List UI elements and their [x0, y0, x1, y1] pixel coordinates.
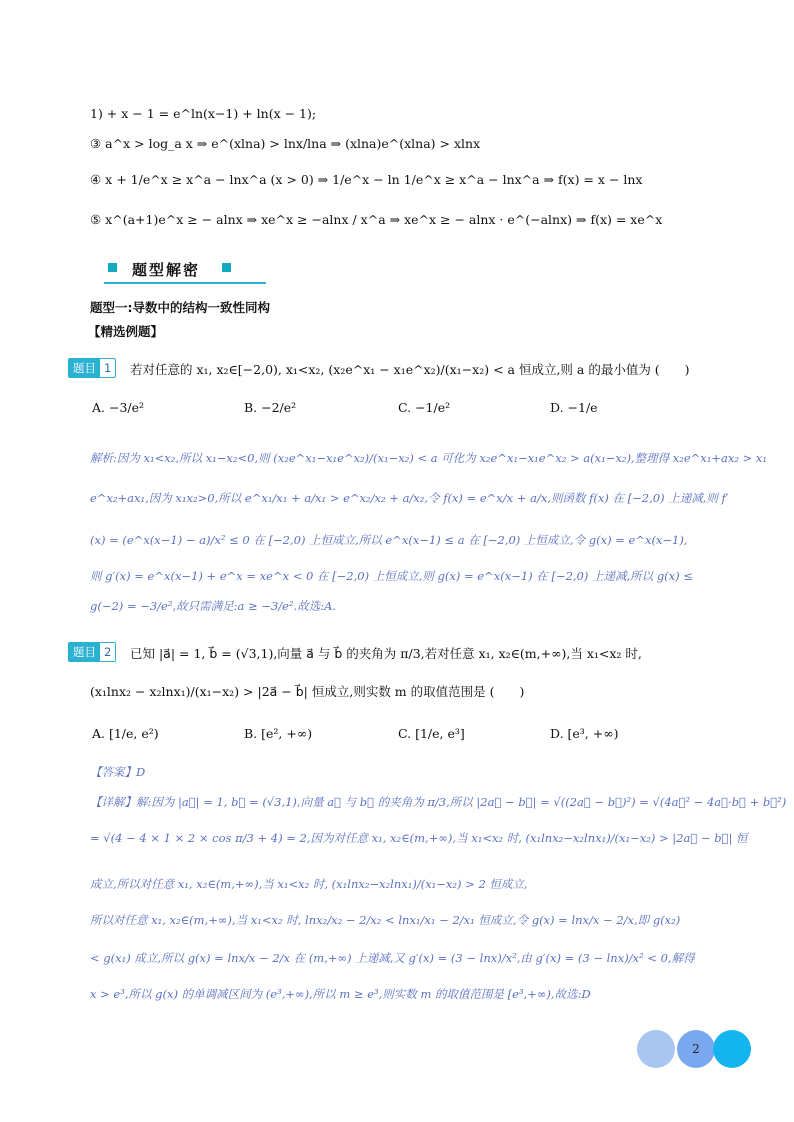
- option-d: D. [e³, +∞): [550, 726, 619, 741]
- option-a: A. [1/e, e²): [92, 726, 159, 741]
- circle-decoration: [637, 1030, 675, 1068]
- circle-decoration: [713, 1030, 751, 1068]
- question-tag: [68, 358, 116, 378]
- formula-line: ⑤ x^(a+1)e^x ≥ − alnx ⇒ xe^x ≥ −alnx / x^a ⇒ xe^x ≥ − alnx · e^(−alnx) ⇒ f(x) = xe^x: [90, 212, 663, 227]
- square-icon: [108, 263, 117, 272]
- question-tag: [68, 642, 116, 662]
- answer: 【答案】D: [90, 765, 146, 779]
- question-tag-label: 题目: [69, 643, 100, 661]
- question-text: 已知 |a⃗| = 1, b⃗ = (√3,1),向量 a⃗ 与 b⃗ 的夹角为 π/3,若对任意 x₁, x₂∈(m,+∞),当 x₁<x₂ 时,: [130, 646, 642, 661]
- section-header: [104, 258, 266, 284]
- detail-line: x > e³,所以 g(x) 的单调减区间为 (e³,+∞),所以 m ≥ e³,则实数 m 的取值范围是 [e³,+∞),故选:D: [90, 987, 591, 1001]
- option-a: A. −3/e²: [92, 400, 145, 415]
- page-number-badge: [637, 1030, 757, 1068]
- detail-line: 所以对任意 x₁, x₂∈(m,+∞),当 x₁<x₂ 时, lnx₂/x₂ − 2/x₂ < lnx₁/x₁ − 2/x₁ 恒成立,令 g(x) = lnx/x − 2/x,即 g(x₂): [90, 913, 681, 927]
- question-number: 1: [104, 361, 112, 375]
- examples-label: 【精选例题】: [88, 324, 164, 339]
- option-c: C. −1/e²: [398, 400, 451, 415]
- option-b: B. −2/e²: [244, 400, 297, 415]
- detail-line: < g(x₁) 成立,所以 g(x) = lnx/x − 2/x 在 (m,+∞) 上递减,又 g′(x) = (3 − lnx)/x²,由 g′(x) = (3 − lnx)/x² < 0,解得: [90, 951, 695, 965]
- detail-line: 成立,所以对任意 x₁, x₂∈(m,+∞),当 x₁<x₂ 时, (x₁lnx₂−x₂lnx₁)/(x₁−x₂) > 2 恒成立,: [90, 877, 528, 891]
- solution-line: (x) = (e^x(x−1) − a)/x² ≤ 0 在 [−2,0) 上恒成立,所以 e^x(x−1) ≤ a 在 [−2,0) 上恒成立,令 g(x) = e^x(x−1),: [90, 533, 688, 547]
- question-tag-label: 题目: [69, 359, 100, 377]
- solution-line: e^x₂+ax₁,因为 x₁x₂>0,所以 e^x₁/x₁ + a/x₁ > e^x₂/x₂ + a/x₂,令 f(x) = e^x/x + a/x,则函数 f(x) 在 [−2,0) 上递减,则 f′: [90, 491, 729, 505]
- square-icon: [222, 263, 231, 272]
- detail-line: 【详解】解:因为 |a⃗| = 1, b⃗ = (√3,1),向量 a⃗ 与 b⃗ 的夹角为 π/3,所以 |2a⃗ − b⃗| = √((2a⃗ − b⃗)²) = √(4a⃗² − 4a⃗·b⃗ + b⃗²): [90, 795, 787, 809]
- formula-line: 1) + x − 1 = e^ln(x−1) + ln(x − 1);: [90, 106, 317, 121]
- topic-title: 题型一:导数中的结构一致性同构: [90, 300, 270, 315]
- formula-line: ④ x + 1/e^x ≥ x^a − lnx^a (x > 0) ⇒ 1/e^x − ln 1/e^x ≥ x^a − lnx^a ⇒ f(x) = x − lnx: [90, 172, 643, 187]
- option-c: C. [1/e, e³]: [398, 726, 465, 741]
- solution-line: 解析:因为 x₁<x₂,所以 x₁−x₂<0,则 (x₂e^x₁−x₁e^x₂)/(x₁−x₂) < a 可化为 x₂e^x₁−x₁e^x₂ > a(x₁−x₂),整理得 x₂e^x₁+ax₂ > x₁: [90, 451, 767, 465]
- solution-line: 则 g′(x) = e^x(x−1) + e^x = xe^x < 0 在 [−2,0) 上恒成立,则 g(x) = e^x(x−1) 在 [−2,0) 上递减,所以 g(x) ≤: [90, 569, 693, 583]
- question-text: 若对任意的 x₁, x₂∈[−2,0), x₁<x₂, (x₂e^x₁ − x₁e^x₂)/(x₁−x₂) < a 恒成立,则 a 的最小值为 ( ): [130, 362, 690, 377]
- detail-line: = √(4 − 4 × 1 × 2 × cos π/3 + 4) = 2,因为对任意 x₁, x₂∈(m,+∞),当 x₁<x₂ 时, (x₁lnx₂−x₂lnx₁)/(x₁−x₂) > |2a⃗ − b⃗| 恒: [90, 831, 748, 845]
- option-b: B. [e², +∞): [244, 726, 313, 741]
- option-d: D. −1/e: [550, 400, 598, 415]
- question-number: 2: [104, 645, 112, 659]
- page-number: 2: [692, 1042, 700, 1056]
- section-title: 题型解密: [132, 261, 201, 279]
- solution-line: g(−2) = −3/e²,故只需满足:a ≥ −3/e².故选:A.: [90, 599, 337, 613]
- question-text-line2: (x₁lnx₂ − x₂lnx₁)/(x₁−x₂) > |2a⃗ − b⃗| 恒成立,则实数 m 的取值范围是 ( ): [90, 684, 525, 699]
- formula-line: ③ a^x > log_a x ⇒ e^(xlna) > lnx/lna ⇒ (xlna)e^(xlna) > xlnx: [90, 136, 481, 151]
